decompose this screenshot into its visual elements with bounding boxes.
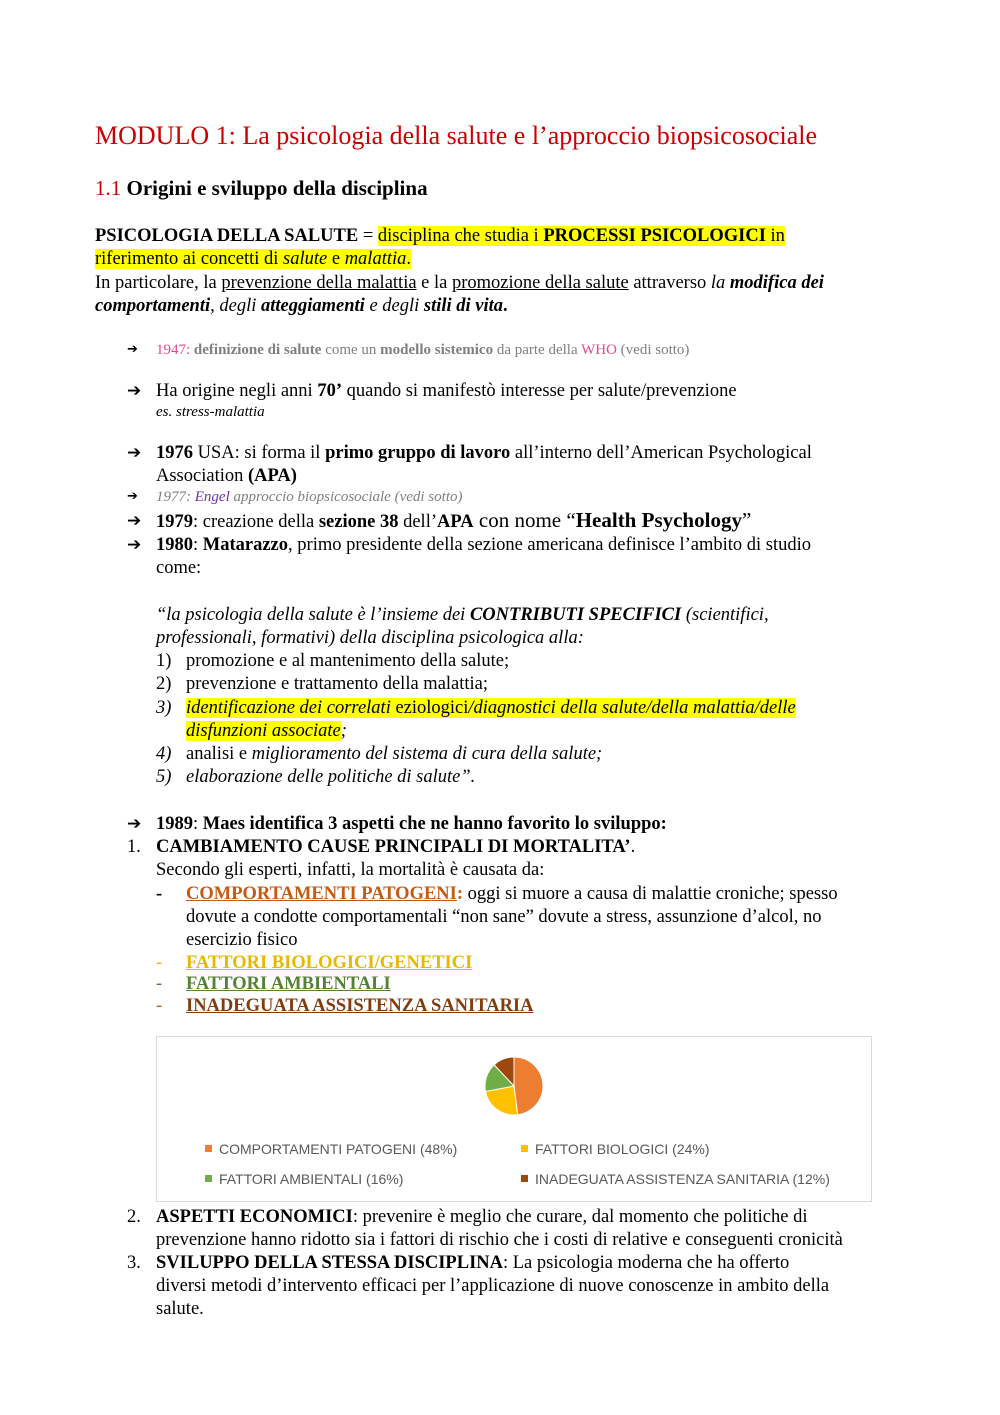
definition-line-1 (95, 225, 785, 248)
quote-item-3-line-1: identificazione dei correlati eziologici/diagnostici della salute/della malattia/delle (186, 698, 796, 718)
definition-highlight-1: disciplina che studia i PROCESSI PSICOLOGICI in (377, 226, 785, 246)
cause-1-line-3: esercizio fisico (186, 930, 298, 950)
legend-label: COMPORTAMENTI PATOGENI (48%) (219, 1141, 458, 1157)
legend-item (205, 1171, 403, 1187)
definition-line-3: In particolare, la prevenzione della malattia e la promozione della salute attraverso la modifica dei (95, 273, 824, 293)
bullet-1980-line-2: come: (156, 558, 202, 578)
section-heading (95, 175, 428, 201)
cause-3-dash: - (156, 974, 163, 994)
cause-3: FATTORI AMBIENTALI (186, 974, 391, 994)
cause-1-dash: - (156, 884, 163, 904)
aspect-1-number: 1. (127, 837, 141, 857)
cause-4-dash: - (156, 996, 163, 1016)
legend-label: FATTORI AMBIENTALI (16%) (219, 1171, 404, 1187)
aspect-1-title: CAMBIAMENTO CAUSE PRINCIPALI DI MORTALITA’. (156, 837, 636, 857)
arrow-icon: ➔ (127, 443, 142, 463)
cause-2-dash: - (156, 953, 163, 973)
definition-term: PSICOLOGIA DELLA SALUTE (95, 226, 359, 246)
aspect-3-line-2: diversi metodi d’intervento efficaci per l’applicazione di nuove conoscenze in ambito della (156, 1276, 830, 1296)
legend-swatch (205, 1145, 212, 1152)
quote-item-1: promozione e al mantenimento della salute; (186, 651, 510, 671)
bullet-70: Ha origine negli anni 70’ quando si manifestò interesse per salute/prevenzione (156, 381, 737, 401)
cause-4: INADEGUATA ASSISTENZA SANITARIA (186, 996, 534, 1016)
quote-item-2: prevenzione e trattamento della malattia; (186, 674, 489, 694)
aspect-3-number: 3. (127, 1253, 141, 1273)
pie-chart-svg (157, 1037, 871, 1137)
bullet-1977: 1977: Engel approccio biopsicosociale (vedi sotto) (156, 489, 463, 505)
legend-label: INADEGUATA ASSISTENZA SANITARIA (12%) (535, 1171, 830, 1187)
legend-swatch (521, 1175, 528, 1182)
pie-slice (514, 1057, 543, 1115)
bullet-1980-line-1: 1980: Matarazzo, primo presidente della sezione americana definisce l’ambito di studio (156, 535, 811, 555)
definition-line-4: comportamenti, degli atteggiamenti e degli stili di vita. (95, 296, 508, 316)
aspect-3-line-1: SVILUPPO DELLA STESSA DISCIPLINA: La psicologia moderna che ha offerto (156, 1253, 790, 1273)
legend-item (205, 1141, 457, 1157)
pie-chart (156, 1036, 872, 1202)
definition-line-2 (95, 248, 411, 271)
bullet-1979: 1979: creazione della sezione 38 dell’APA con nome “Health Psychology” (156, 508, 752, 532)
quote-line-2: professionali, formativi) della disciplina psicologica alla: (156, 628, 584, 648)
arrow-icon: ➔ (127, 511, 142, 531)
section-number: 1.1 (95, 176, 122, 200)
quote-line-1: “la psicologia della salute è l’insieme dei CONTRIBUTI SPECIFICI (scientifici, (156, 605, 769, 625)
cause-1-line-2: dovute a condotte comportamentali “non sane” dovute a stress, assunzione d’alcol, no (186, 907, 822, 927)
legend-label: FATTORI BIOLOGICI (24%) (535, 1141, 710, 1157)
quote-item-2-number: 2) (156, 674, 172, 694)
aspect-2-number: 2. (127, 1207, 141, 1227)
quote-item-3-line-2: disfunzioni associate; (186, 721, 347, 741)
bullet-1989: 1989: Maes identifica 3 aspetti che ne hanno favorito lo sviluppo: (156, 814, 667, 834)
quote-item-5: elaborazione delle politiche di salute”. (186, 767, 476, 787)
quote-item-3-number: 3) (156, 698, 172, 718)
bullet-70-example: es. stress-malattia (156, 404, 265, 420)
arrow-icon: ➔ (127, 489, 138, 504)
aspect-1-subtitle: Secondo gli esperti, infatti, la mortalità è causata da: (156, 860, 545, 880)
quote-item-1-number: 1) (156, 651, 172, 671)
definition-highlight-2: riferimento ai concetti di salute e malattia. (95, 249, 411, 269)
aspect-2-line-2: prevenzione hanno ridotto sia i fattori di rischio che i costi di relative e conseguenti cronicità (156, 1230, 843, 1250)
arrow-icon: ➔ (127, 535, 142, 555)
quote-item-5-number: 5) (156, 767, 172, 787)
bullet-1976-line-2: Association (APA) (156, 466, 297, 486)
definition-eq: = (358, 226, 378, 246)
quote-item-4: analisi e miglioramento del sistema di cura della salute; (186, 744, 603, 764)
legend-swatch (521, 1145, 528, 1152)
arrow-icon: ➔ (127, 814, 142, 834)
page-title: MODULO 1: La psicologia della salute e l’approccio biopsicosociale (95, 121, 818, 150)
aspect-2-line-1: ASPETTI ECONOMICI: prevenire è meglio che curare, dal momento che politiche di (156, 1207, 808, 1227)
bullet-1947: 1947: definizione di salute come un modello sistemico da parte della WHO (vedi sotto) (156, 342, 690, 358)
legend-swatch (205, 1175, 212, 1182)
arrow-icon: ➔ (127, 342, 138, 357)
cause-2: FATTORI BIOLOGICI/GENETICI (186, 953, 473, 973)
cause-1-line-1: COMPORTAMENTI PATOGENI: oggi si muore a causa di malattie croniche; spesso (186, 884, 838, 904)
arrow-icon: ➔ (127, 381, 142, 401)
legend-item (521, 1171, 830, 1187)
section-title: Origini e sviluppo della disciplina (121, 176, 428, 200)
aspect-3-line-3: salute. (156, 1299, 204, 1319)
quote-item-4-number: 4) (156, 744, 172, 764)
bullet-1976-line-1: 1976 USA: si forma il primo gruppo di lavoro all’interno dell’American Psychological (156, 443, 812, 463)
legend-item (521, 1141, 710, 1157)
